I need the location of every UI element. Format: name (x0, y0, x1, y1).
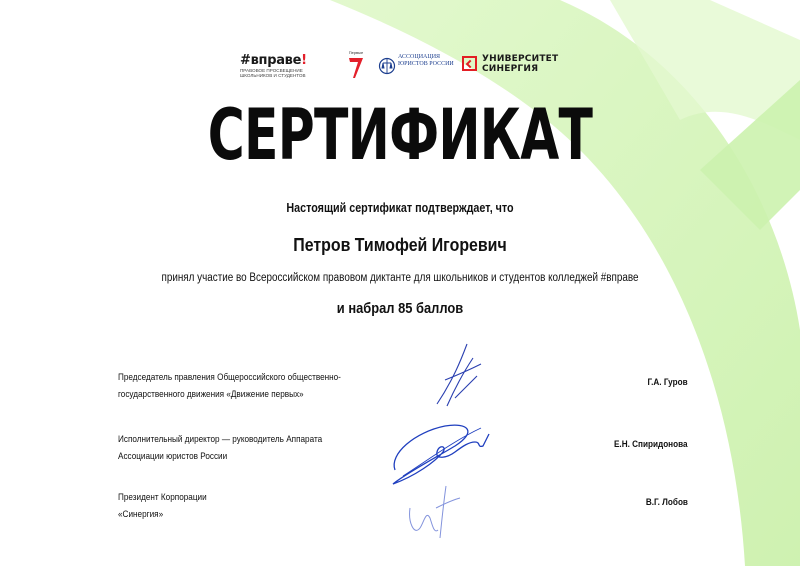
signatory-name: В.Г. Лобов (645, 497, 688, 508)
synergy-line2: СИНЕРГИЯ (482, 63, 539, 74)
certifies-statement: Настоящий сертификат подтверждает, что (286, 201, 514, 215)
ayr-emblem-icon (378, 54, 396, 78)
synergy-emblem-icon (462, 56, 477, 71)
signatory-role: Президент Корпорации «Синергия» (118, 492, 207, 520)
signature-lobov (400, 478, 470, 548)
vprave-logo-text: #вправе (240, 53, 302, 68)
vprave-logo-subtitle: ПРАВОВОЕ ПРОСВЕЩЕНИЕ ШКОЛЬНИКОВ И СТУДЕНТОВ (240, 68, 306, 78)
participation-statement: принял участие во Всероссийском правовом диктанте для школьников и студентов колледжей #вправе (161, 272, 639, 284)
signature-gurov (425, 340, 495, 410)
synergy-logo (462, 55, 582, 77)
recipient-name: Петров Тимофей Игоревич (293, 234, 507, 255)
dvizhenie-pervykh-logo (346, 50, 366, 80)
ayr-logo-text: АССОЦИАЦИЯ ЮРИСТОВ РОССИИ (398, 54, 454, 67)
signatory-role: Исполнительный директор — руководитель Аппарата Ассоциации юристов России (118, 434, 323, 462)
partner-logos (240, 50, 580, 84)
synergy-line1: УНИВЕРСИТЕТ (482, 54, 559, 64)
score-statement: и набрал 85 баллов (336, 300, 464, 317)
signatory-row (118, 369, 688, 403)
certificate-title: СЕРТИФИКАТ (207, 94, 593, 176)
dvizhenie-pervykh-caption: Первые (348, 50, 364, 55)
vprave-logo (240, 54, 332, 78)
vprave-logo-exclamation: ! (301, 53, 307, 68)
signatory-name: Г.А. Гуров (647, 377, 688, 388)
ayr-logo (378, 54, 458, 80)
signatory-name: Е.Н. Спиридонова (614, 439, 688, 450)
signatory-role: Председатель правления Общероссийского общественно- государственного движения «Движение первых» (118, 372, 341, 400)
